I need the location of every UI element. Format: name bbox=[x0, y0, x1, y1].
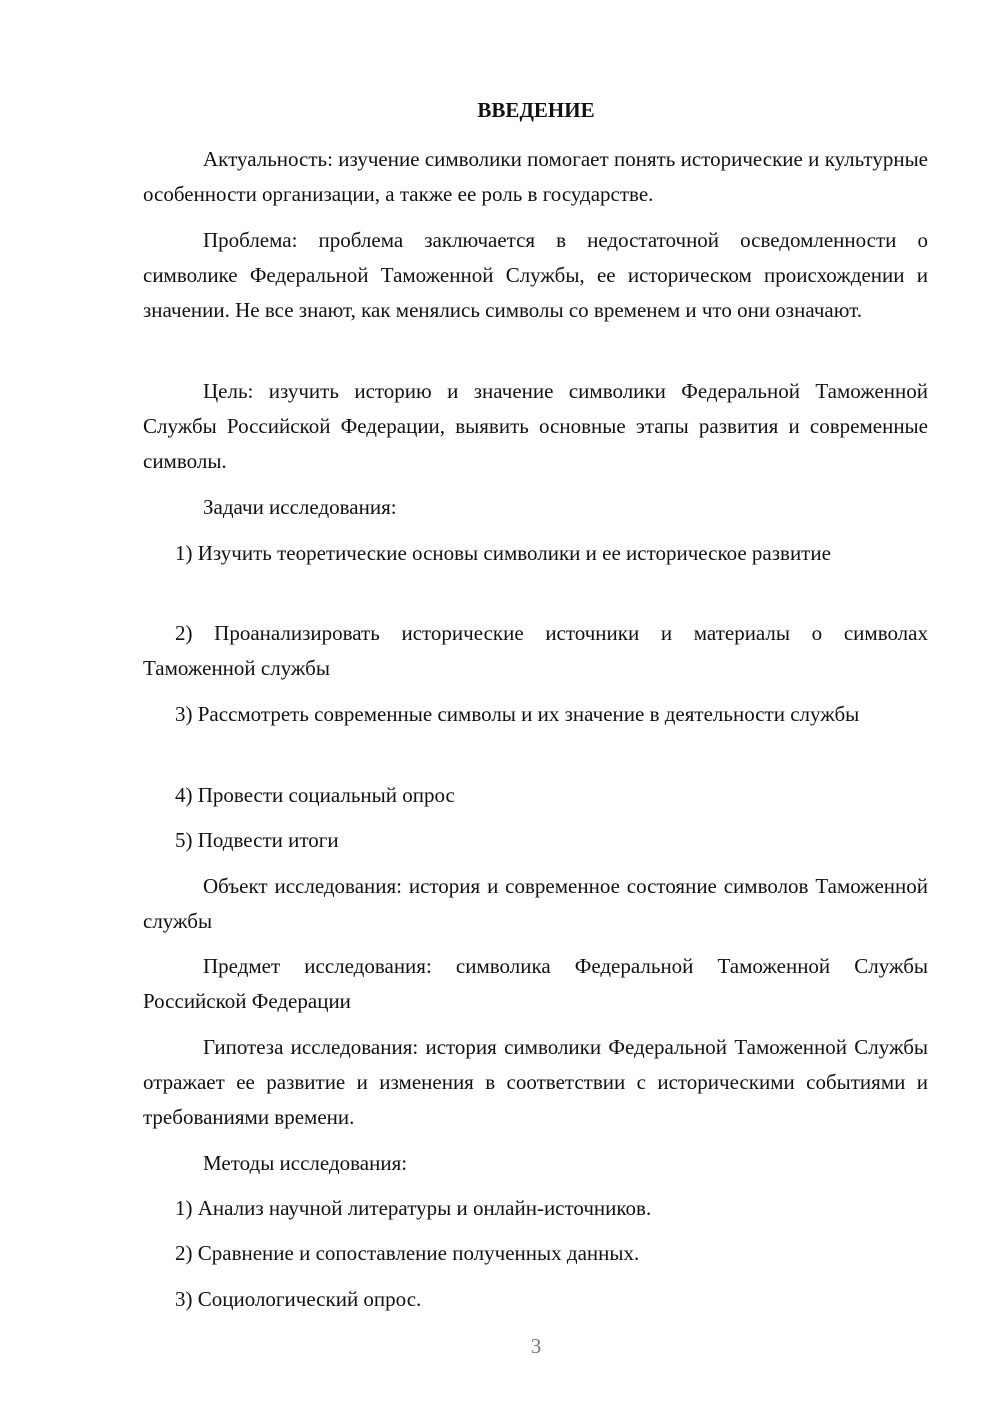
paragraph-object: Объект исследования: история и современное состояние символов Таможенной службы bbox=[143, 874, 928, 933]
list-item-task-2: 2) Проанализировать исторические источники и материалы о символах Таможенной службы bbox=[143, 621, 928, 680]
paragraph-tasks-heading: Задачи исследования: bbox=[203, 495, 397, 519]
paragraph-relevance: Актуальность: изучение символики помогает понять исторические и культурные особенности организации, а также ее роль в государстве. bbox=[143, 147, 928, 206]
list-item-task-3: 3) Рассмотреть современные символы и их значение в деятельности службы bbox=[175, 702, 860, 726]
list-item-task-5: 5) Подвести итоги bbox=[175, 828, 339, 852]
list-item-method-2: 2) Сравнение и сопоставление полученных данных. bbox=[175, 1241, 640, 1265]
paragraph-subject: Предмет исследования: символика Федеральной Таможенной Службы Российской Федерации bbox=[143, 954, 928, 1013]
paragraph-hypothesis: Гипотеза исследования: история символики Федеральной Таможенной Службы отражает ее развитие и изменения в соответствии с историческими событиями и требованиями времени. bbox=[143, 1035, 928, 1129]
list-item-task-4: 4) Провести социальный опрос bbox=[175, 783, 455, 807]
page-title: ВВЕДЕНИЕ bbox=[477, 98, 595, 122]
page-number: 3 bbox=[530, 1334, 542, 1358]
list-item-method-1: 1) Анализ научной литературы и онлайн-источников. bbox=[175, 1196, 652, 1220]
paragraph-methods-heading: Методы исследования: bbox=[203, 1151, 408, 1175]
list-item-task-1: 1) Изучить теоретические основы символики и ее историческое развитие bbox=[175, 541, 831, 565]
list-item-method-3: 3) Социологический опрос. bbox=[175, 1287, 422, 1311]
paragraph-problem: Проблема: проблема заключается в недостаточной осведомленности о символике Федеральной Таможенной Службы, ее историческом происхождении и значении. Не все знают, как менялись символы со временем и что они означают. bbox=[143, 228, 928, 322]
paragraph-goal: Цель: изучить историю и значение символики Федеральной Таможенной Службы Российской Федерации, выявить основные этапы развития и современные символы. bbox=[143, 379, 928, 473]
